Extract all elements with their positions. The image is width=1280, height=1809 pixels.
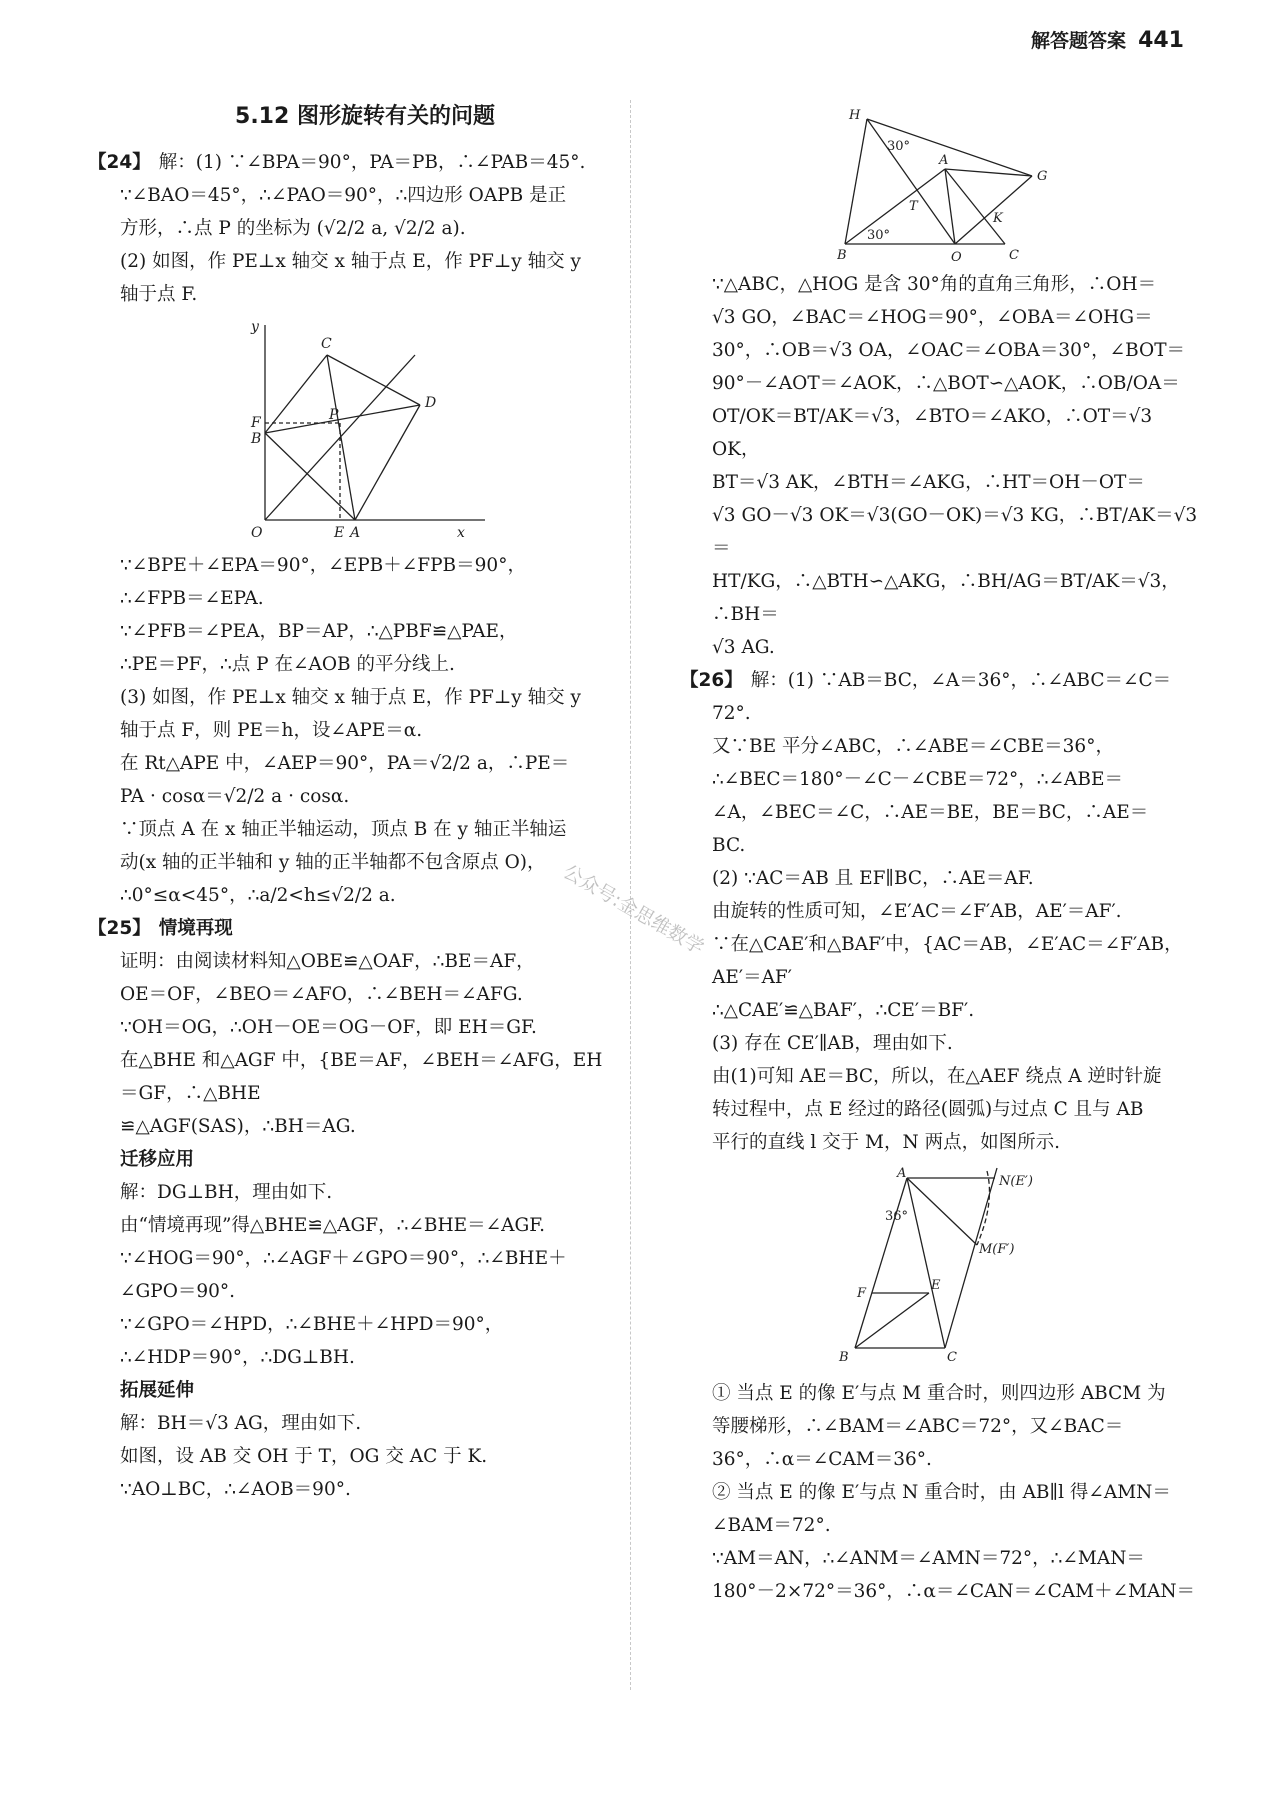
line-text: √3 GO－√3 OK＝√3(GO－OK)＝√3 KG，∴BT/AK＝√3＝ [712, 505, 1198, 559]
text-line [712, 1476, 1202, 1509]
page-header [1031, 26, 1184, 53]
line-text: OT/OK＝BT/AK＝√3，∠BTO＝∠AKO，∴OT＝√3 OK， [712, 406, 1159, 460]
line-text: √3 GO，∠BAC＝∠HOG＝90°，∠OBA＝∠OHG＝ [712, 307, 1153, 328]
line-text: ∠GPO＝90°. [120, 1281, 236, 1302]
text-line [712, 466, 1202, 499]
text-line [680, 664, 1202, 730]
text-line [120, 1440, 610, 1473]
line-text: 等腰梯形，∴∠BAM＝∠ABC＝72°，又∠BAC＝ [712, 1416, 1124, 1437]
line-text: ∵∠BPE＋∠EPA＝90°，∠EPB＋∠FPB＝90°， [120, 555, 526, 576]
svg-text:E: E [334, 525, 345, 541]
text-line [712, 928, 1202, 994]
text-line [712, 1060, 1202, 1093]
text-line [712, 829, 1202, 862]
line-text: ∵AM＝AN，∴∠ANM＝∠AMN＝72°，∴∠MAN＝ [712, 1548, 1145, 1569]
line-text: 30°，∴OB＝√3 OA，∠OAC＝∠OBA＝30°，∠BOT＝ [712, 340, 1186, 361]
svg-text:A: A [350, 525, 361, 541]
svg-text:N(E′): N(E′) [999, 1174, 1033, 1189]
text-line [712, 565, 1202, 631]
line-text: (3) 如图，作 PE⊥x 轴交 x 轴于点 E，作 PF⊥y 轴交 y [120, 687, 581, 708]
svg-text:B: B [251, 431, 262, 447]
line-text: ② 当点 E 的像 E′与点 N 重合时，由 AB∥l 得∠AMN＝ [712, 1482, 1171, 1503]
line-text: ∠A，∠BEC＝∠C，∴AE＝BE，BE＝BC，∴AE＝ [712, 802, 1149, 823]
text-line [88, 912, 610, 945]
line-text: 解：DG⊥BH，理由如下. [120, 1182, 333, 1203]
right-column [680, 100, 1202, 1608]
svg-text:M(F′): M(F′) [979, 1242, 1015, 1257]
line-text: 解：BH＝√3 AG，理由如下. [120, 1413, 362, 1434]
line-text: ∠BAM＝72°. [712, 1515, 831, 1536]
text-line [120, 1176, 610, 1209]
figure-triangles-hog-abc [837, 104, 1077, 264]
svg-text:H: H [849, 108, 861, 123]
text-line [120, 1374, 610, 1407]
text-line [120, 846, 610, 879]
text-line [120, 1341, 610, 1374]
text-line [120, 747, 610, 780]
svg-text:G: G [1037, 169, 1048, 184]
text-line [712, 499, 1202, 565]
svg-text:F: F [251, 415, 261, 431]
text-line [120, 615, 610, 648]
text-line [120, 1473, 610, 1506]
subheading: 迁移应用 [120, 1149, 195, 1170]
text-line [712, 268, 1202, 301]
text-line [120, 1011, 610, 1044]
text-line [712, 796, 1202, 829]
line-text: 在△BHE 和△AGF 中，{BE＝AF，∠BEH＝∠AFG，EH＝GF，∴△BHE [120, 1050, 603, 1104]
svg-text:D: D [425, 395, 437, 411]
text-line [712, 1093, 1202, 1126]
text-line [712, 862, 1202, 895]
text-line [120, 1242, 610, 1275]
text-line [712, 1410, 1202, 1443]
text-line [712, 301, 1202, 334]
line-text: ∵∠BAO＝45°，∴∠PAO＝90°，∴四边形 OAPB 是正 [120, 185, 567, 206]
line-text: 由“情境再现”得△BHE≌△AGF，∴∠BHE＝∠AGF. [120, 1215, 546, 1236]
line-text: 轴于点 F. [120, 284, 198, 305]
svg-text:B: B [839, 1350, 849, 1365]
question-number: 【26】 [680, 670, 743, 691]
line-text: PA · cosα＝√2/2 a · cosα. [120, 786, 350, 807]
line-text: ≌△AGF(SAS)，∴BH＝AG. [120, 1116, 356, 1137]
svg-text:O: O [951, 250, 962, 264]
label-y: y [251, 319, 259, 335]
figure-rotation-abc [827, 1163, 1087, 1373]
svg-text:C: C [321, 336, 332, 352]
line-text: 180°－2×72°＝36°，∴α＝∠CAN＝∠CAM＋∠MAN＝ [712, 1581, 1196, 1602]
svg-text:30°: 30° [867, 228, 891, 243]
line-text: 方形，∴点 P 的坐标为 (√2/2 a, √2/2 a). [120, 218, 466, 239]
line-text: 由旋转的性质可知，∠E′AC＝∠F′AB，AE′＝AF′. [712, 901, 1122, 922]
header-title: 解答题答案 [1031, 30, 1127, 52]
text-line [120, 278, 610, 311]
line-text: 证明：由阅读材料知△OBE≌△OAF，∴BE＝AF， [120, 951, 535, 972]
svg-text:C: C [1009, 248, 1019, 263]
section-title: 5.12 图形旋转有关的问题 [235, 104, 495, 129]
line-text: (2) ∵AC＝AB 且 EF∥BC，∴AE＝AF. [712, 868, 1034, 889]
text-line [120, 714, 610, 747]
line-text: 动(x 轴的正半轴和 y 轴的正半轴都不包含原点 O)， [120, 852, 546, 873]
figure-coordinate-square [235, 315, 495, 545]
text-line [120, 879, 610, 912]
text-line [120, 1407, 610, 1440]
svg-text:A: A [939, 153, 949, 168]
line-text: 在 Rt△APE 中，∠AEP＝90°，PA＝√2/2 a，∴PE＝ [120, 753, 570, 774]
svg-text:A: A [897, 1166, 907, 1181]
svg-text:30°: 30° [887, 139, 911, 154]
line-text: 解：(1) ∵∠BPA＝90°，PA＝PB，∴∠PAB＝45°. [158, 152, 586, 173]
line-text: 36°，∴α＝∠CAM＝36°. [712, 1449, 932, 1470]
text-line [712, 1027, 1202, 1060]
line-text: 解：(1) ∵AB＝BC，∠A＝36°，∴∠ABC＝∠C＝72°. [712, 670, 1172, 724]
svg-text:K: K [993, 211, 1003, 226]
page-number: 441 [1138, 28, 1184, 53]
text-line [120, 245, 610, 278]
line-text: ∵△ABC，△HOG 是含 30°角的直角三角形，∴OH＝ [712, 274, 1157, 295]
line-text: 90°－∠AOT＝∠AOK，∴△BOT∽△AOK，∴OB/OA＝ [712, 373, 1180, 394]
line-text: 又∵BE 平分∠ABC，∴∠ABE＝∠CBE＝36°， [712, 736, 1114, 757]
line-text: 平行的直线 l 交于 M，N 两点，如图所示. [712, 1132, 1060, 1153]
text-line [120, 1110, 610, 1143]
left-column [88, 100, 610, 1506]
line-text: ∵OH＝OG，∴OH－OE＝OG－OF，即 EH＝GF. [120, 1017, 537, 1038]
svg-text:x: x [457, 525, 465, 541]
line-text: HT/KG，∴△BTH∽△AKG，∴BH/AG＝BT/AK＝√3，∴BH＝ [712, 571, 1180, 625]
text-line [120, 1209, 610, 1242]
text-line [120, 1308, 610, 1341]
svg-text:36°: 36° [885, 1209, 909, 1224]
text-line [712, 1509, 1202, 1542]
text-line [120, 813, 610, 846]
subheading: 拓展延伸 [120, 1380, 195, 1401]
line-text: ∵在△CAE′和△BAF′中，{AC＝AB，∠E′AC＝∠F′AB，AE′＝AF′ [712, 934, 1183, 988]
text-line [120, 1044, 610, 1110]
svg-text:B: B [837, 248, 847, 263]
line-text: BT＝√3 AK，∠BTH＝∠AKG，∴HT＝OH－OT＝ [712, 472, 1145, 493]
text-line [712, 1443, 1202, 1476]
text-line [88, 146, 610, 179]
text-line [712, 1542, 1202, 1575]
text-line [712, 994, 1202, 1027]
text-line [712, 730, 1202, 763]
text-line [712, 631, 1202, 664]
line-text: OE＝OF，∠BEO＝∠AFO，∴∠BEH＝∠AFG. [120, 984, 523, 1005]
text-line [712, 400, 1202, 466]
line-text: ∴∠FPB＝∠EPA. [120, 588, 264, 609]
text-line [712, 367, 1202, 400]
line-text: ∵∠GPO＝∠HPD，∴∠BHE＋∠HPD＝90°， [120, 1314, 504, 1335]
text-line [712, 763, 1202, 796]
text-line [120, 582, 610, 615]
text-line [120, 212, 610, 245]
line-text: √3 AG. [712, 637, 775, 658]
text-line [120, 648, 610, 681]
text-line [120, 1143, 610, 1176]
line-text: ∴∠HDP＝90°，∴DG⊥BH. [120, 1347, 355, 1368]
subheading: 情境再现 [158, 918, 233, 939]
line-text: (2) 如图，作 PE⊥x 轴交 x 轴于点 E，作 PF⊥y 轴交 y [120, 251, 581, 272]
question-number: 【25】 [88, 918, 151, 939]
line-text: ∵顶点 A 在 x 轴正半轴运动，顶点 B 在 y 轴正半轴运 [120, 819, 567, 840]
text-line [120, 780, 610, 813]
line-text: 由(1)可知 AE＝BC，所以，在△AEF 绕点 A 逆时针旋 [712, 1066, 1162, 1087]
svg-text:P: P [329, 407, 339, 423]
line-text: ∴0°≤α<45°，∴a/2<h≤√2/2 a. [120, 885, 396, 906]
line-text: ① 当点 E 的像 E′与点 M 重合时，则四边形 ABCM 为 [712, 1383, 1166, 1404]
line-text: ∵AO⊥BC，∴∠AOB＝90°. [120, 1479, 351, 1500]
line-text: ∴△CAE′≌△BAF′，∴CE′＝BF′. [712, 1000, 975, 1021]
text-line [120, 1275, 610, 1308]
svg-text:E: E [931, 1278, 941, 1293]
text-line [712, 1377, 1202, 1410]
line-text: ∴PE＝PF，∴点 P 在∠AOB 的平分线上. [120, 654, 455, 675]
svg-text:C: C [947, 1350, 957, 1365]
text-line [120, 179, 610, 212]
text-line [120, 945, 610, 978]
line-text: 如图，设 AB 交 OH 于 T，OG 交 AC 于 K. [120, 1446, 488, 1467]
line-text: BC. [712, 835, 746, 856]
svg-text:F: F [857, 1286, 867, 1301]
question-number: 【24】 [88, 152, 151, 173]
text-line [712, 1575, 1202, 1608]
svg-text:O: O [251, 525, 263, 541]
svg-text:T: T [909, 199, 918, 214]
text-line [712, 895, 1202, 928]
text-line [120, 681, 610, 714]
line-text: 转过程中，点 E 经过的路径(圆弧)与过点 C 且与 AB [712, 1099, 1144, 1120]
line-text: ∴∠BEC＝180°－∠C－∠CBE＝72°，∴∠ABE＝ [712, 769, 1124, 790]
text-line [712, 1126, 1202, 1159]
line-text: (3) 存在 CE′∥AB，理由如下. [712, 1033, 953, 1054]
line-text: 轴于点 F，则 PE＝h，设∠APE＝α. [120, 720, 423, 741]
text-line [120, 549, 610, 582]
line-text: ∵∠HOG＝90°，∴∠AGF＋∠GPO＝90°，∴∠BHE＋ [120, 1248, 567, 1269]
line-text: ∵∠PFB＝∠PEA，BP＝AP，∴△PBF≌△PAE， [120, 621, 518, 642]
text-line [120, 978, 610, 1011]
watermark: 公众号:金思维数学 [559, 860, 708, 959]
text-line [712, 334, 1202, 367]
